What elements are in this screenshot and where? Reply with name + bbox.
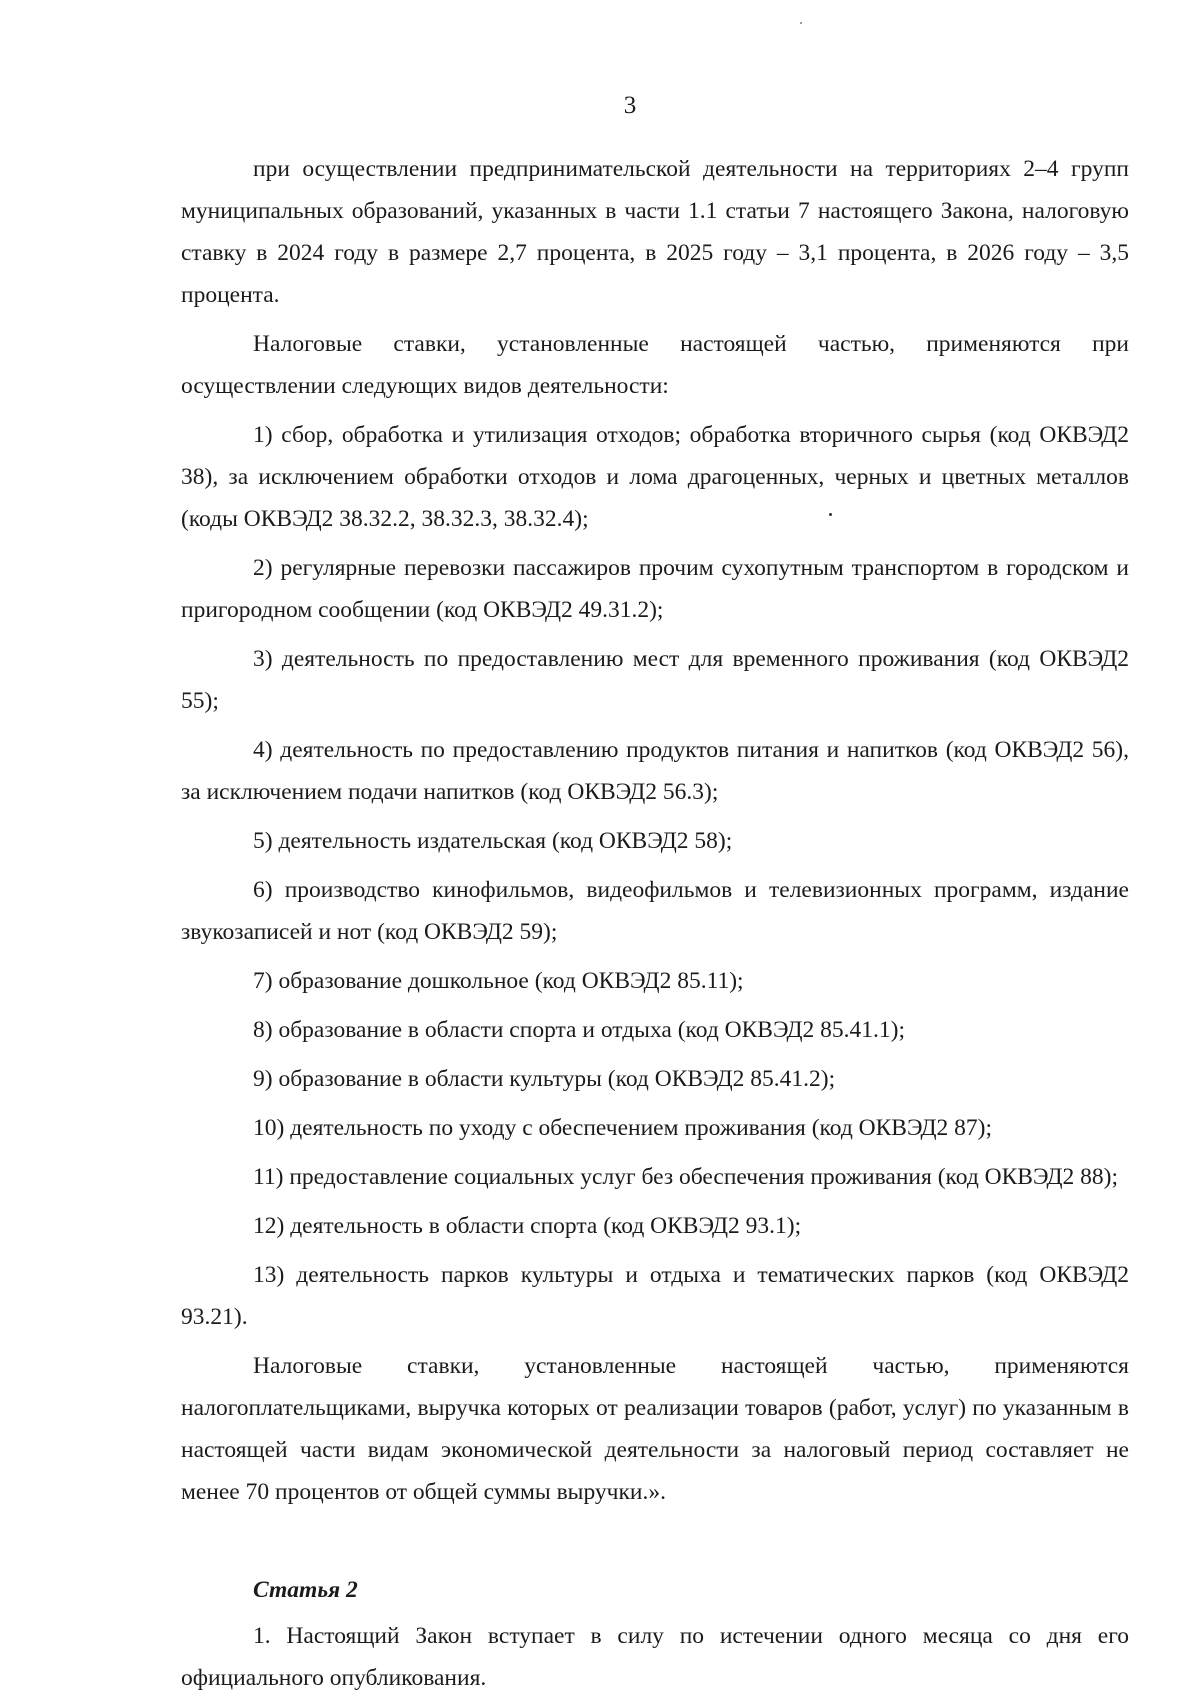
list-item: 6) производство кинофильмов, видеофильмов и телевизионных программ, издание звукозаписей и нот (код ОКВЭД2 59); — [181, 877, 1129, 945]
list-item: 2) регулярные перевозки пассажиров прочим сухопутным транспортом в городском и пригородном сообщении (код ОКВЭД2 49.31.2); — [181, 555, 1129, 623]
paragraph: 1. Настоящий Закон вступает в силу по истечении одного месяца со дня его официального опубликования. — [181, 1623, 1129, 1691]
scan-speck — [800, 22, 802, 24]
article-title: Статья 2 — [253, 1577, 358, 1603]
list-item: 3) деятельность по предоставлению мест для временного проживания (код ОКВЭД2 55); — [181, 646, 1129, 714]
paragraph: Налоговые ставки, установленные настоящей частью, применяются при осуществлении следующих видов деятельности: — [181, 331, 1129, 399]
paragraph: Налоговые ставки, установленные настоящей частью, применяются налогоплательщиками, выручка которых от реализации товаров (работ, услуг) по указанным в настоящей части видам экономической деятельности за налоговый период составляет не менее 70 процентов от общей суммы выручки.». — [181, 1353, 1129, 1505]
page-number: 3 — [623, 92, 637, 119]
list-item: 1) сбор, обработка и утилизация отходов; обработка вторичного сырья (код ОКВЭД2 38), за исключением обработки отходов и лома драгоценных, черных и цветных металлов (коды ОКВЭД2 38.32.2, 38.32.3, 38.32.4); — [181, 422, 1129, 532]
list-item: 11) предоставление социальных услуг без обеспечения проживания (код ОКВЭД2 88); — [253, 1164, 1119, 1190]
list-item: 12) деятельность в области спорта (код ОКВЭД2 93.1); — [253, 1213, 802, 1239]
list-item: 9) образование в области культуры (код ОКВЭД2 85.41.2); — [253, 1066, 836, 1092]
scan-speck — [829, 513, 832, 516]
list-item: 13) деятельность парков культуры и отдыха и тематических парков (код ОКВЭД2 93.21). — [181, 1262, 1129, 1330]
list-item: 7) образование дошкольное (код ОКВЭД2 85.11); — [253, 968, 744, 994]
list-item: 8) образование в области спорта и отдыха (код ОКВЭД2 85.41.1); — [253, 1017, 906, 1043]
list-item: 5) деятельность издательская (код ОКВЭД2 58); — [253, 828, 733, 854]
list-item: 10) деятельность по уходу с обеспечением проживания (код ОКВЭД2 87); — [253, 1115, 993, 1141]
paragraph: при осуществлении предпринимательской деятельности на территориях 2–4 групп муниципальных образований, указанных в части 1.1 статьи 7 настоящего Закона, налоговую ставку в 2024 году в размере 2,7 процента, в 2025 году – 3,1 процента, в 2026 году – 3,5 процента. — [181, 156, 1129, 308]
list-item: 4) деятельность по предоставлению продуктов питания и напитков (код ОКВЭД2 56), за исключением подачи напитков (код ОКВЭД2 56.3); — [181, 737, 1129, 805]
document-body — [181, 148, 1129, 1706]
